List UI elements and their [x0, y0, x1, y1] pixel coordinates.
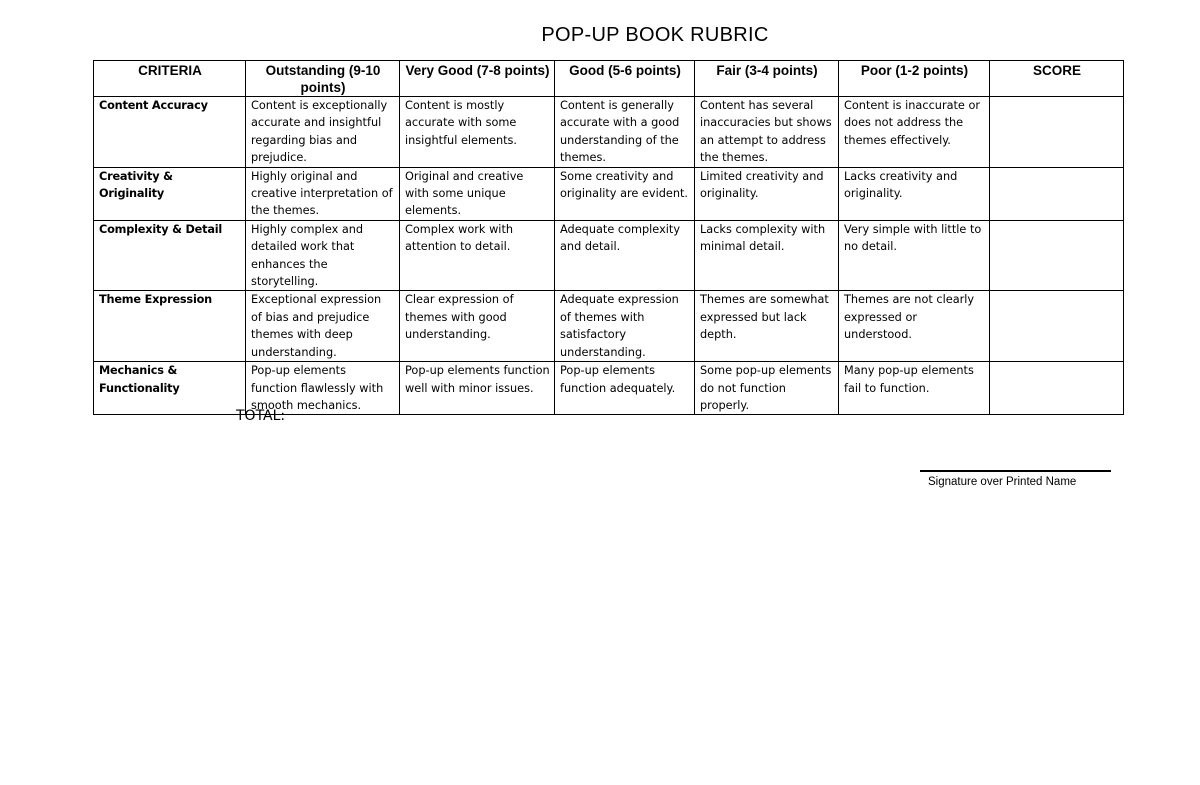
outstanding-cell: Content is exceptionally accurate and insightful regarding bias and prejudice. — [246, 97, 400, 168]
fair-cell: Themes are somewhat expressed but lack depth. — [695, 291, 839, 362]
very-good-cell: Pop-up elements function well with minor issues. — [400, 362, 555, 415]
table-row — [94, 362, 1124, 415]
header-good: Good (5-6 points) — [555, 61, 695, 97]
signature-label: Signature over Printed Name — [928, 476, 1077, 488]
fair-cell: Limited creativity and originality. — [695, 167, 839, 220]
poor-cell: Lacks creativity and originality. — [839, 167, 990, 220]
very-good-cell: Clear expression of themes with good understanding. — [400, 291, 555, 362]
fair-cell: Content has several inaccuracies but shows an attempt to address the themes. — [695, 97, 839, 168]
score-cell[interactable] — [990, 97, 1124, 168]
header-outstanding: Outstanding (9-10 points) — [246, 61, 400, 97]
fair-cell: Lacks complexity with minimal detail. — [695, 220, 839, 291]
header-very-good: Very Good (7-8 points) — [400, 61, 555, 97]
poor-cell: Many pop-up elements fail to function. — [839, 362, 990, 415]
very-good-cell: Complex work with attention to detail. — [400, 220, 555, 291]
good-cell: Some creativity and originality are evident. — [555, 167, 695, 220]
table-row — [94, 167, 1124, 220]
good-cell: Adequate expression of themes with satisfactory understanding. — [555, 291, 695, 362]
criteria-cell: Theme Expression — [94, 291, 246, 362]
outstanding-cell: Exceptional expression of bias and prejudice themes with deep understanding. — [246, 291, 400, 362]
document-title: POP-UP BOOK RUBRIC — [541, 24, 769, 46]
header-fair: Fair (3-4 points) — [695, 61, 839, 97]
score-cell[interactable] — [990, 220, 1124, 291]
total-label: TOTAL: — [236, 408, 286, 424]
criteria-cell: Mechanics & Functionality — [94, 362, 246, 415]
very-good-cell: Content is mostly accurate with some insightful elements. — [400, 97, 555, 168]
score-cell[interactable] — [990, 167, 1124, 220]
score-cell[interactable] — [990, 362, 1124, 415]
poor-cell: Themes are not clearly expressed or understood. — [839, 291, 990, 362]
criteria-cell: Complexity & Detail — [94, 220, 246, 291]
outstanding-cell: Highly complex and detailed work that enhances the storytelling. — [246, 220, 400, 291]
table-row — [94, 220, 1124, 291]
header-score: SCORE — [990, 61, 1124, 97]
poor-cell: Very simple with little to no detail. — [839, 220, 990, 291]
good-cell: Content is generally accurate with a good understanding of the themes. — [555, 97, 695, 168]
signature-line — [920, 470, 1111, 472]
table-row — [94, 97, 1124, 168]
poor-cell: Content is inaccurate or does not address the themes effectively. — [839, 97, 990, 168]
outstanding-cell: Pop-up elements function flawlessly with smooth mechanics. — [246, 362, 400, 415]
header-poor: Poor (1-2 points) — [839, 61, 990, 97]
criteria-cell: Content Accuracy — [94, 97, 246, 168]
rubric-table — [93, 60, 1124, 415]
good-cell: Adequate complexity and detail. — [555, 220, 695, 291]
fair-cell: Some pop-up elements do not function properly. — [695, 362, 839, 415]
score-cell[interactable] — [990, 291, 1124, 362]
good-cell: Pop-up elements function adequately. — [555, 362, 695, 415]
table-row — [94, 291, 1124, 362]
very-good-cell: Original and creative with some unique elements. — [400, 167, 555, 220]
header-criteria: CRITERIA — [94, 61, 246, 97]
outstanding-cell: Highly original and creative interpretation of the themes. — [246, 167, 400, 220]
header-row — [94, 61, 1124, 97]
criteria-cell: Creativity & Originality — [94, 167, 246, 220]
